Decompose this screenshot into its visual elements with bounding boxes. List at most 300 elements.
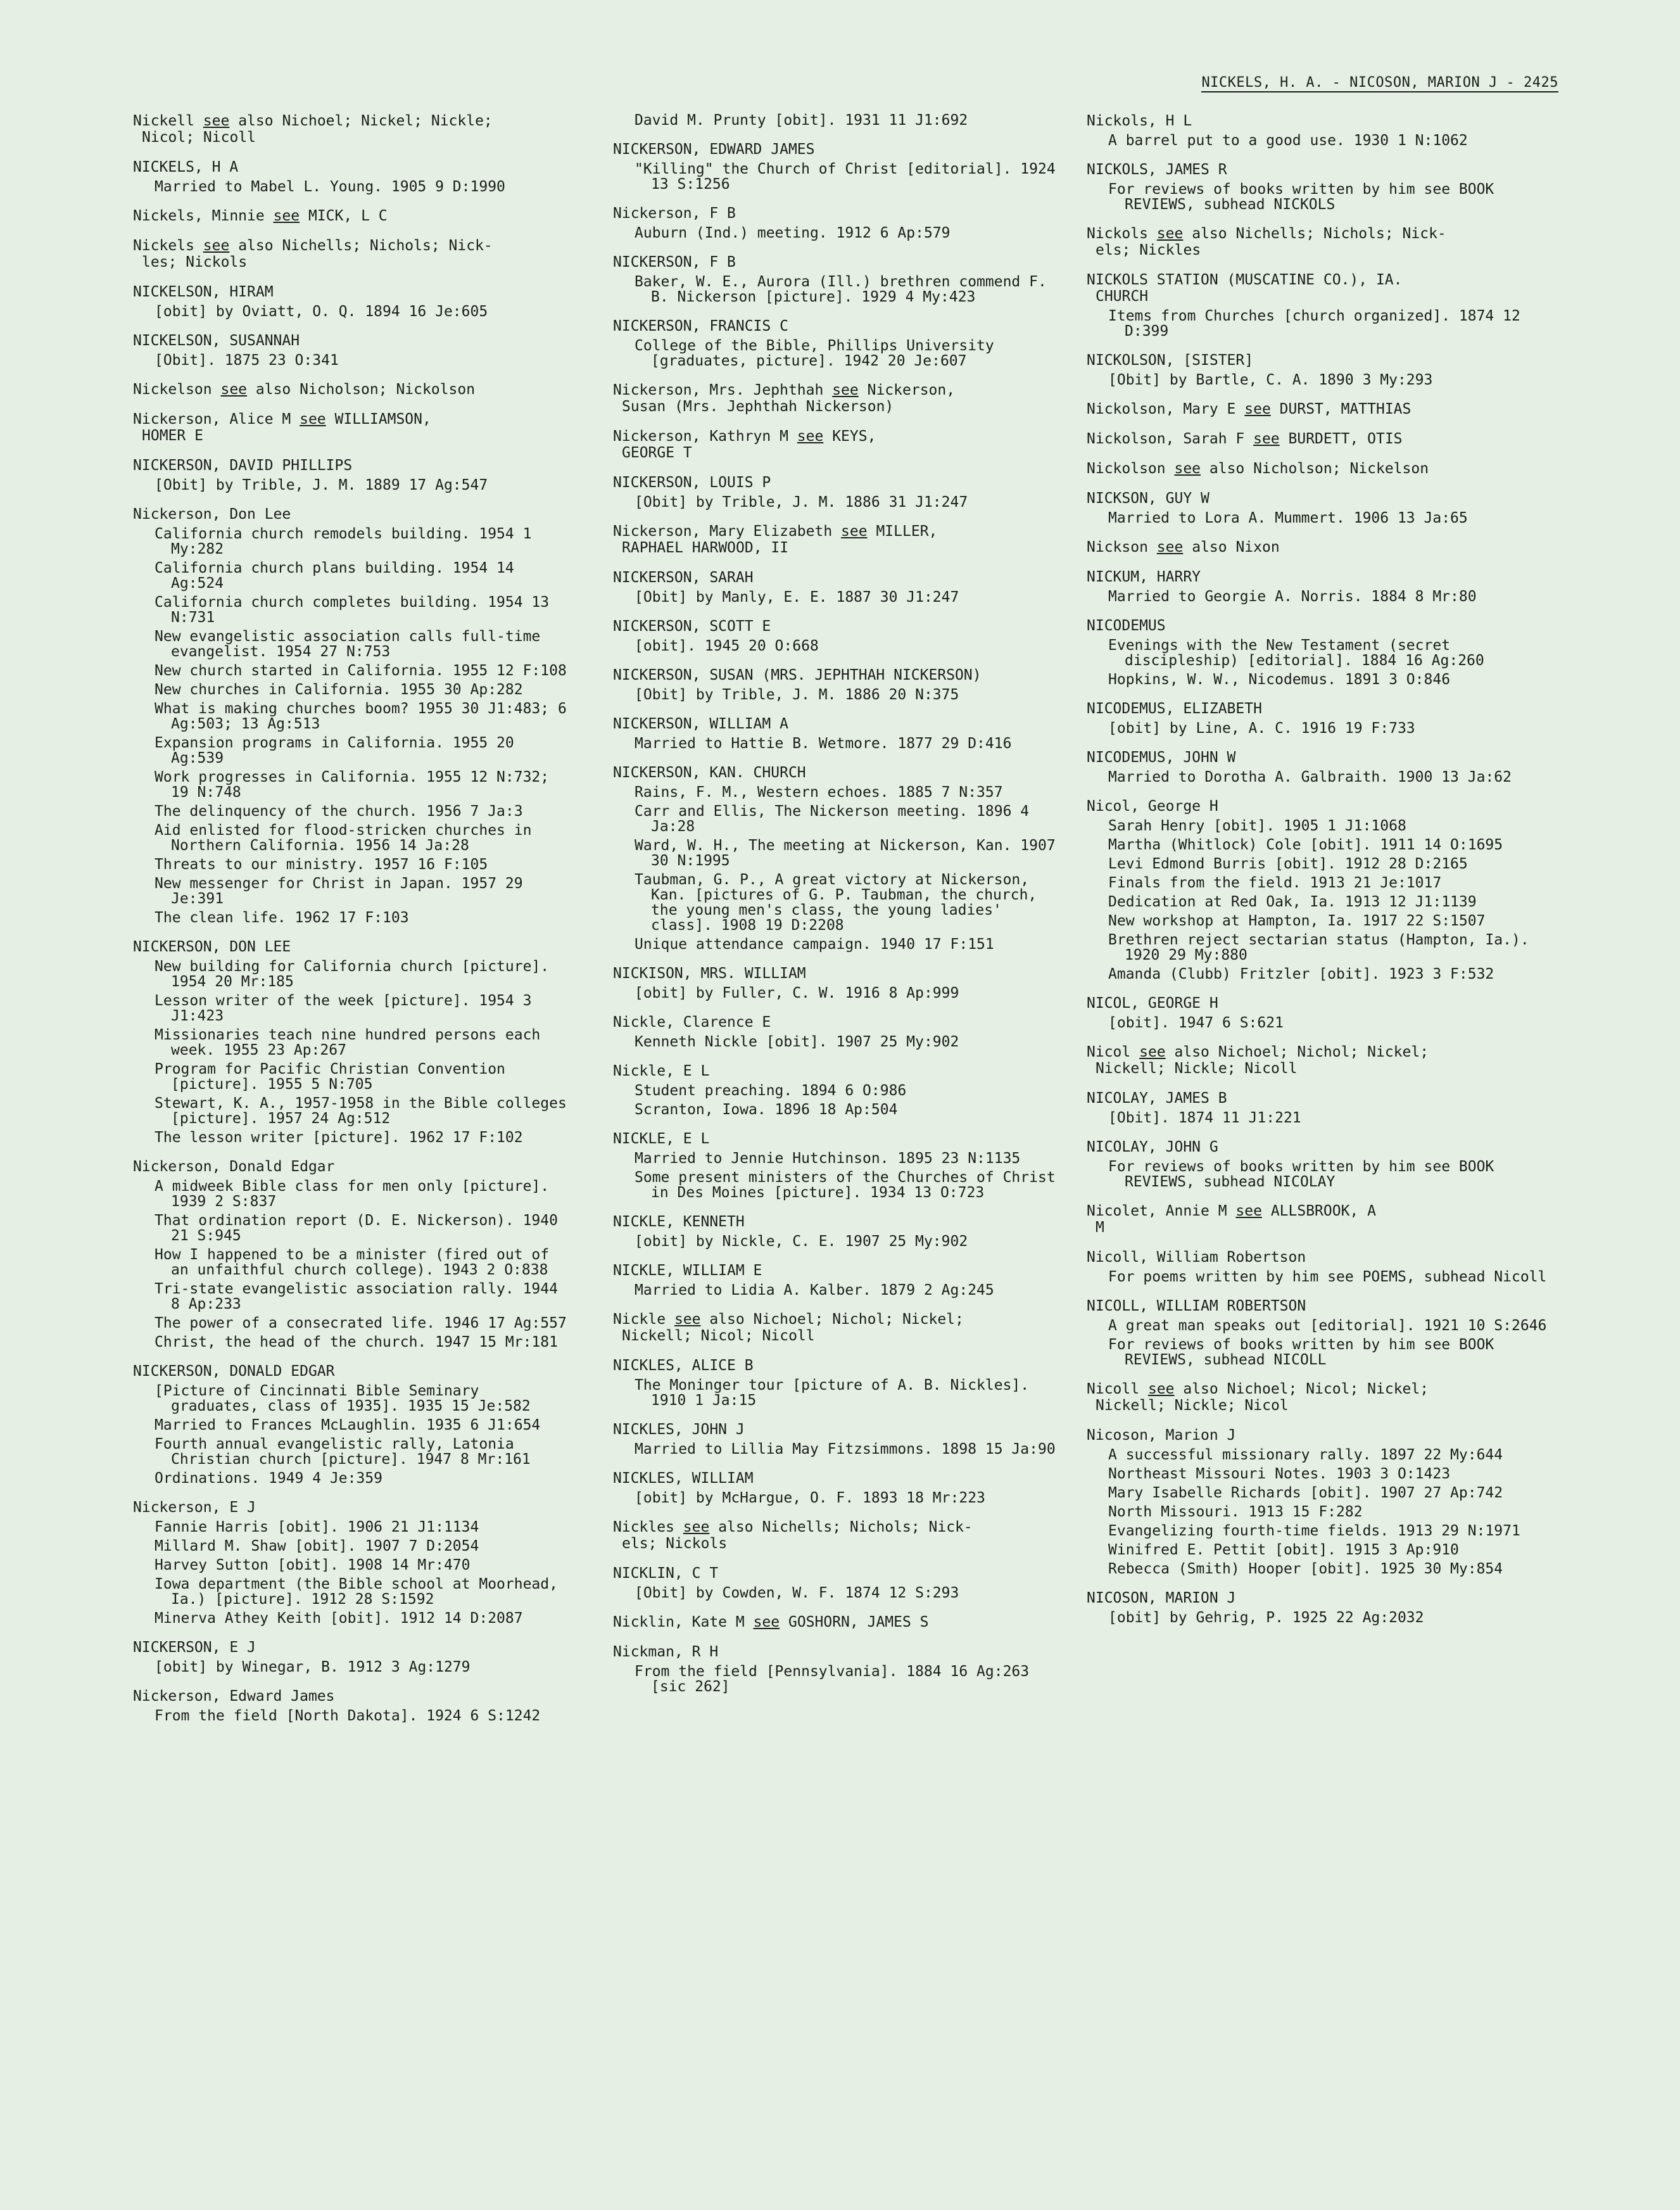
citation-line: Christ, the head of the church. 1947 15 Mr:181 <box>155 1334 558 1350</box>
entry-heading <box>1087 618 1555 634</box>
entry-heading <box>613 667 1056 683</box>
index-entry <box>1087 225 1555 258</box>
heading-text: Nickols, H L <box>1087 113 1192 129</box>
citation-line: Levi Edmond Burris [obit]. 1912 28 D:2165 <box>1108 856 1468 872</box>
entry-heading <box>1087 272 1555 305</box>
heading-target: GOSHORN, JAMES S <box>788 1614 929 1630</box>
index-entry <box>133 333 570 368</box>
citation-line: For poems written by him see POEMS, subhead Nicoll <box>1108 1269 1547 1285</box>
heading-continuation: M <box>1096 1219 1104 1236</box>
index-entry <box>133 1688 570 1724</box>
index-entry <box>613 1614 1056 1630</box>
entry-heading <box>613 428 1056 461</box>
citation-line: Program for Pacific Christian Convention [picture]. 1955 5 N:705 <box>155 1061 505 1093</box>
see-reference: see <box>300 411 326 428</box>
citation-line: New building for California church [picture]. 1954 20 Mr:185 <box>155 958 550 990</box>
heading-text: NICODEMUS, JOHN W <box>1087 749 1236 766</box>
heading-continuation: Nickell; Nickle; Nicoll <box>1096 1060 1298 1077</box>
index-entry <box>133 238 570 270</box>
heading-text: Nickerson, Mary Elizabeth <box>613 523 833 540</box>
index-entry <box>613 382 1056 415</box>
index-entry <box>613 667 1056 702</box>
citation-line: [obit] by McHargue, O. F. 1893 18 Mr:223 <box>635 1490 985 1506</box>
heading-text: NICKERSON, LOUIS P <box>613 474 771 491</box>
heading-target: KEYS, <box>832 428 876 445</box>
entry-heading <box>1087 1090 1555 1107</box>
heading-text: Nicoson, Marion J <box>1087 1427 1236 1444</box>
entry-heading <box>1087 569 1555 585</box>
index-entry <box>613 618 1056 654</box>
citation-line: Minerva Athey Keith [obit]. 1912 14 D:2087 <box>155 1610 523 1627</box>
heading-target: also Nichoel; Nickel; Nickle; <box>238 113 493 129</box>
citation-line: Evenings with the New Testament (secret discipleship) [editorial]. 1884 16 Ag:260 <box>1108 637 1484 669</box>
heading-text: NICOSON, MARION J <box>1087 1590 1236 1606</box>
see-reference: see <box>683 1519 710 1535</box>
index-entry <box>613 474 1056 510</box>
entry-heading <box>1087 1044 1555 1077</box>
index-entry <box>1087 272 1555 339</box>
heading-text: Nickols <box>1087 225 1148 242</box>
citation-line: That ordination report (D. E. Nickerson). 1940 21 S:945 <box>155 1212 558 1244</box>
heading-text: NICODEMUS, ELIZABETH <box>1087 701 1262 717</box>
entry-heading <box>1087 1427 1555 1444</box>
citation-line: Brethren reject sectarian status (Hampton, Ia.). 1920 29 My:880 <box>1108 932 1529 963</box>
entry-heading <box>1087 1139 1555 1155</box>
heading-text: Nicol <box>1087 1044 1131 1060</box>
heading-continuation: els; Nickols <box>622 1535 728 1552</box>
entry-heading <box>613 1262 1056 1279</box>
citation-line: For reviews of books written by him see BOOK REVIEWS, subhead NICOLL <box>1108 1337 1494 1368</box>
citation-line: Harvey Sutton [obit]. 1908 14 Mr:470 <box>155 1557 471 1573</box>
index-entry <box>1087 539 1555 556</box>
index-entry <box>133 1159 570 1350</box>
index-entry <box>133 939 570 1145</box>
heading-target: also Nichells; Nichols; Nick- <box>718 1519 973 1535</box>
citation-line: Rains, F. M., Western echoes. 1885 7 N:357 <box>635 784 1003 801</box>
entry-heading <box>613 1565 1056 1582</box>
index-entry <box>613 1063 1056 1117</box>
heading-text: Nickerson, Alice M <box>133 411 300 428</box>
entry-heading <box>613 1357 1056 1374</box>
citation-line: Baker, W. E., Aurora (Ill.) brethren commend F. B. Nickerson [picture]. 1929 4 My:423 <box>635 274 1047 305</box>
citation-line: New workshop at Hampton, Ia. 1917 22 S:1507 <box>1108 913 1486 929</box>
heading-target: DURST, MATTHIAS <box>1279 401 1412 417</box>
citation-line: The lesson writer [picture]. 1962 17 F:102 <box>155 1129 523 1146</box>
heading-text: Nickerson, Edward James <box>133 1688 335 1705</box>
entry-heading <box>613 569 1056 586</box>
heading-text: Nickolson <box>1087 460 1166 477</box>
entry-heading <box>133 506 570 523</box>
heading-continuation: Nickell; Nickle; Nicol <box>1096 1397 1289 1414</box>
index-entry <box>1087 1044 1555 1077</box>
entry-heading <box>613 618 1056 635</box>
index-entry <box>1087 1249 1555 1285</box>
citation-line: Rebecca (Smith) Hooper [obit]. 1925 30 My:854 <box>1108 1561 1503 1577</box>
citation-line: [obit] by Line, A. C. 1916 19 F:733 <box>1108 720 1415 737</box>
index-entry <box>1087 995 1555 1031</box>
entry-heading <box>613 205 1056 222</box>
index-entry <box>1087 701 1555 736</box>
index-entry <box>1087 1381 1555 1414</box>
citation-line: Work progresses in California. 1955 12 N:732; 19 N:748 <box>155 769 550 801</box>
heading-text: Nickerson, Don Lee <box>133 506 291 523</box>
entry-heading <box>613 1519 1056 1552</box>
entry-heading <box>1087 1249 1555 1266</box>
see-reference: see <box>1174 460 1201 477</box>
entry-heading <box>133 333 570 349</box>
entry-heading <box>133 159 570 175</box>
citation-line: Married to Jennie Hutchinson. 1895 23 N:1135 <box>635 1150 1021 1167</box>
heading-text: NICKERSON, DON LEE <box>133 939 291 955</box>
citation-line: The clean life. 1962 17 F:103 <box>155 910 409 926</box>
heading-continuation: GEORGE T <box>622 445 692 461</box>
index-entry <box>613 965 1056 1001</box>
entry-heading <box>1087 749 1555 766</box>
heading-text: Nickson <box>1087 539 1148 556</box>
heading-text: Nickerson, Kathryn M <box>613 428 797 445</box>
heading-text: NICKSON, GUY W <box>1087 490 1209 507</box>
citation-line: New churches in California. 1955 30 Ap:282 <box>155 682 523 698</box>
heading-text: Nicol, George H <box>1087 798 1218 815</box>
entry-heading <box>133 1688 570 1705</box>
heading-text: Nickels <box>133 238 194 254</box>
see-reference: see <box>832 382 859 398</box>
entry-heading <box>1087 1381 1555 1414</box>
heading-continuation: CHURCH <box>1096 288 1149 305</box>
index-entry <box>1087 1090 1555 1126</box>
heading-text: NICKELSON, HIRAM <box>133 284 274 300</box>
entry-heading <box>613 765 1056 781</box>
entry-heading <box>613 1421 1056 1438</box>
citation-line: Stewart, K. A., 1957-1958 in the Bible colleges [picture]. 1957 24 Ag:512 <box>155 1095 567 1127</box>
index-column-3 <box>1087 113 1555 1639</box>
entry-heading <box>613 382 1056 415</box>
citation-line: Tri-state evangelistic association rally. 1944 8 Ap:233 <box>155 1281 558 1312</box>
citation-line: Married to Lillia May Fitzsimmons. 1898 15 Ja:90 <box>635 1441 1056 1457</box>
heading-target: also Nichoel; Nichol; Nickel; <box>709 1311 964 1328</box>
heading-text: NICOLAY, JAMES B <box>1087 1090 1227 1107</box>
entry-heading <box>1087 401 1555 417</box>
index-entry <box>613 318 1056 369</box>
entry-heading <box>1087 701 1555 717</box>
index-entry <box>133 1499 570 1626</box>
entry-heading <box>613 254 1056 270</box>
heading-target: WILLIAMSON, <box>334 411 431 428</box>
heading-continuation: HOMER E <box>142 428 203 444</box>
citation-line: "Killing" the Church of Christ [editorial]. 1924 13 S:1256 <box>635 161 1056 193</box>
entry-heading <box>613 1470 1056 1487</box>
heading-text: NICKERSON, DONALD EDGAR <box>133 1363 335 1380</box>
citation-line: [obit]. 1945 20 O:668 <box>635 638 819 654</box>
entry-heading <box>133 457 570 474</box>
heading-text: NICKLES, ALICE B <box>613 1357 754 1374</box>
heading-text: NICOLAY, JOHN G <box>1087 1139 1218 1155</box>
index-entry <box>133 159 570 194</box>
entry-heading <box>613 716 1056 732</box>
citation-line: Mary Isabelle Richards [obit]. 1907 27 Ap:742 <box>1108 1485 1503 1501</box>
heading-target: also Nichoel; Nichol; Nickel; <box>1174 1044 1429 1060</box>
index-entry <box>613 1262 1056 1298</box>
heading-text: NICKELS, H A <box>133 159 239 175</box>
citation-line: A midweek Bible class for men only [picture]. 1939 2 S:837 <box>155 1178 550 1210</box>
index-entry <box>1087 460 1555 477</box>
heading-text: NICKERSON, KAN. CHURCH <box>613 765 806 781</box>
citation-line: Student preaching. 1894 6 O:986 <box>635 1083 907 1099</box>
citation-line: Threats to our ministry. 1957 16 F:105 <box>155 856 488 873</box>
index-entry <box>133 113 570 146</box>
index-entry <box>613 1644 1056 1694</box>
index-entry <box>613 428 1056 461</box>
heading-text: NICKERSON, F B <box>613 254 736 270</box>
citation-line: Married to Dorotha A. Galbraith. 1900 13 Ja:62 <box>1108 769 1512 785</box>
citation-line: Hopkins, W. W., Nicodemus. 1891 3 O:846 <box>1108 671 1451 688</box>
heading-text: NICKERSON, EDWARD JAMES <box>613 141 815 158</box>
entry-heading <box>133 1499 570 1516</box>
citation-line: Northeast Missouri Notes. 1903 3 O:1423 <box>1108 1466 1451 1482</box>
citation-line: Taubman, G. P., A great victory at Nickerson, Kan. [pictures of G. P. Taubman, the church, the young men's class, the young ladies' class]. 1908 19 D:2208 <box>635 872 1037 934</box>
heading-target: MICK, L C <box>308 208 388 224</box>
entry-heading <box>613 1014 1056 1031</box>
index-entry <box>1087 798 1555 982</box>
citation-line: [Obit] by Trible, J. M. 1889 17 Ag:547 <box>155 477 488 493</box>
citation-line: New evangelistic association calls full-time evangelist. 1954 27 N:753 <box>155 628 541 660</box>
entry-heading <box>613 1644 1056 1660</box>
citation-line: David M. Prunty [obit]. 1931 11 J1:692 <box>635 112 968 129</box>
heading-continuation: RAPHAEL HARWOOD, II <box>622 540 789 556</box>
heading-text: NICKERSON, SARAH <box>613 569 754 586</box>
citation-line: Missionaries teach nine hundred persons each week. 1955 23 Ap:267 <box>155 1027 541 1058</box>
entry-heading <box>613 523 1056 556</box>
citation-line: New church started in California. 1955 12 F:108 <box>155 663 567 679</box>
heading-text: NICKLES, JOHN J <box>613 1421 745 1438</box>
citation-line: Evangelizing fourth-time fields. 1913 29 N:1971 <box>1108 1523 1520 1539</box>
heading-text: NICKISON, MRS. WILLIAM <box>613 965 806 982</box>
citation-line: The delinquency of the church. 1956 7 Ja:3 <box>155 803 523 820</box>
see-reference: see <box>203 238 230 254</box>
index-entry <box>613 1421 1056 1457</box>
citation-line: Married to Georgie A. Norris. 1884 8 Mr:80 <box>1108 588 1477 605</box>
index-entry <box>133 506 570 925</box>
see-reference: see <box>1147 1381 1175 1397</box>
running-head: NICKELS, H. A. - NICOSON, MARION J - 2425 <box>1201 75 1558 92</box>
index-entry <box>1087 618 1555 687</box>
index-entry <box>1087 1427 1555 1577</box>
heading-text: NICKLE, WILLIAM E <box>613 1262 762 1279</box>
citation-line: A successful missionary rally. 1897 22 My:644 <box>1108 1447 1503 1463</box>
entry-heading <box>1087 539 1555 556</box>
index-entry <box>613 205 1056 241</box>
index-entry <box>613 1470 1056 1506</box>
heading-target: ALLSBROOK, A <box>1270 1203 1376 1219</box>
index-entry <box>613 1014 1056 1050</box>
index-entry <box>1087 1590 1555 1625</box>
see-reference: see <box>841 523 868 540</box>
entry-heading <box>133 1639 570 1656</box>
citation-line: Married to Frances McLaughlin. 1935 6 J1:654 <box>155 1417 541 1433</box>
citation-line: [Obit] by Trible, J. M. 1886 31 J1:247 <box>635 494 968 511</box>
see-reference: see <box>273 208 300 224</box>
see-reference: see <box>797 428 824 445</box>
index-entry <box>133 284 570 319</box>
entry-heading <box>613 965 1056 982</box>
citation-line: Dedication at Red Oak, Ia. 1913 12 J1:1139 <box>1108 894 1477 910</box>
citation-line: Finals from the field. 1913 21 Je:1017 <box>1108 875 1442 891</box>
heading-target: Nickerson, <box>867 382 956 398</box>
citation-line: [obit] by Fuller, C. W. 1916 8 Ap:999 <box>635 985 959 1001</box>
entry-heading <box>1087 490 1555 507</box>
heading-target: also Nicholson; Nickelson <box>1209 460 1429 477</box>
index-column-1 <box>133 113 570 1737</box>
heading-text: NICOL, GEORGE H <box>1087 995 1218 1012</box>
citation-line: For reviews of books written by him see BOOK REVIEWS, subhead NICKOLS <box>1108 181 1494 213</box>
citation-line: Ward, W. H., The meeting at Nickerson, Kan. 1907 30 N:1995 <box>635 837 1056 869</box>
see-reference: see <box>753 1614 780 1630</box>
heading-text: Nickell <box>133 113 194 129</box>
entry-heading <box>133 113 570 146</box>
citation-line: What is making churches boom? 1955 30 J1:483; 6 Ag:503; 13 Ag:513 <box>155 701 567 732</box>
citation-line: Aid enlisted for flood-stricken churches in Northern California. 1956 14 Ja:28 <box>155 822 532 854</box>
heading-text: Nicolet, Annie M <box>1087 1203 1236 1219</box>
citation-line: Ordinations. 1949 4 Je:359 <box>155 1470 383 1487</box>
heading-text: Nickman, R H <box>613 1644 719 1660</box>
citation-line: How I happened to be a minister (fired out of an unfaithful church college). 1943 2 O:838 <box>155 1247 550 1278</box>
see-reference: see <box>1244 401 1271 417</box>
heading-target: also Nichoel; Nicol; Nickel; <box>1183 1381 1429 1397</box>
see-reference: see <box>674 1311 701 1328</box>
index-entry <box>613 765 1056 952</box>
heading-continuation: les; Nickols <box>142 254 248 270</box>
entry-heading <box>613 1131 1056 1147</box>
entry-heading <box>613 1063 1056 1079</box>
index-entry <box>1087 113 1555 148</box>
index-entry <box>613 1357 1056 1408</box>
heading-text: NICKOLS STATION (MUSCATINE CO.), IA. <box>1087 272 1403 288</box>
entry-heading <box>1087 162 1555 178</box>
citation-line: [obit] by Winegar, B. 1912 3 Ag:1279 <box>155 1659 471 1675</box>
index-entry <box>613 254 1056 305</box>
citation-line: [Obit] by Cowden, W. F. 1874 12 S:293 <box>635 1585 959 1601</box>
index-entry <box>133 1639 570 1675</box>
heading-target: also Nicholson; Nickolson <box>255 381 476 398</box>
citation-line: Kenneth Nickle [obit]. 1907 25 My:902 <box>635 1034 959 1050</box>
see-reference: see <box>1139 1044 1166 1060</box>
entry-heading <box>613 474 1056 491</box>
index-entry <box>613 1214 1056 1249</box>
citation-line: Fourth annual evangelistic rally, Latonia Christian church [picture]. 1947 8 Mr:161 <box>155 1436 531 1468</box>
citation-line: California church remodels building. 1954 1 My:282 <box>155 526 532 557</box>
heading-text: Nicoll, William Robertson <box>1087 1249 1306 1266</box>
entry-heading <box>1087 1590 1555 1606</box>
citation-line: From the field [Pennsylvania]. 1884 16 Ag:263 [sic 262] <box>635 1663 1030 1695</box>
heading-text: Nickles <box>613 1519 674 1535</box>
citation-line: College of the Bible, Phillips University [graduates, picture]. 1942 20 Je:607 <box>635 338 994 369</box>
entry-heading <box>1087 460 1555 477</box>
citation-line: New messenger for Christ in Japan. 1957 29 Je:391 <box>155 875 523 907</box>
index-entry <box>1087 490 1555 526</box>
heading-text: NICOLL, WILLIAM ROBERTSON <box>1087 1298 1306 1314</box>
heading-continuation: Nicol; Nicoll <box>142 129 256 146</box>
heading-text: Nickle, Clarence E <box>613 1014 771 1031</box>
entry-heading <box>613 141 1056 158</box>
see-reference: see <box>1253 431 1280 447</box>
citation-line: A great man speaks out [editorial]. 1921 10 S:2646 <box>1108 1318 1547 1334</box>
citation-line: Expansion programs in California. 1955 20 Ag:539 <box>155 735 514 766</box>
index-entry <box>133 208 570 224</box>
citation-line: [obit] by Nickle, C. E. 1907 25 My:902 <box>635 1233 968 1250</box>
see-reference: see <box>220 381 248 398</box>
index-entry <box>1087 352 1555 388</box>
citation-line: California church plans building. 1954 14 Ag:524 <box>155 560 514 592</box>
heading-continuation: Nickell; Nicol; Nicoll <box>622 1328 815 1344</box>
citation-line: Married to Lidia A. Kalber. 1879 2 Ag:245 <box>635 1282 994 1299</box>
entry-heading <box>133 284 570 300</box>
entry-heading <box>133 1159 570 1175</box>
citation-line: [Picture of Cincinnati Bible Seminary graduates, class of 1935]. 1935 15 Je:582 <box>155 1383 531 1414</box>
entry-heading <box>613 1214 1056 1230</box>
entry-heading <box>1087 1203 1555 1236</box>
heading-text: NICKLIN, C T <box>613 1565 719 1582</box>
heading-text: NICKERSON, SCOTT E <box>613 618 771 635</box>
heading-text: Nickerson, E J <box>133 1499 256 1516</box>
citation-line: Amanda (Clubb) Fritzler [obit]. 1923 3 F:532 <box>1108 966 1494 982</box>
heading-text: Nickels, Minnie <box>133 208 265 224</box>
index-entry <box>133 411 570 444</box>
see-reference: see <box>1156 539 1184 556</box>
index-entry <box>1087 569 1555 604</box>
citation-line: [obit] by Gehrig, P. 1925 22 Ag:2032 <box>1108 1610 1424 1626</box>
heading-target: BURDETT, OTIS <box>1288 431 1403 447</box>
index-entry <box>613 716 1056 751</box>
index-entry <box>1087 401 1555 417</box>
heading-target: also Nixon <box>1192 539 1280 556</box>
see-reference: see <box>1235 1203 1262 1219</box>
heading-text: NICKERSON, DAVID PHILLIPS <box>133 457 353 474</box>
heading-text: NICKERSON, E J <box>133 1639 256 1656</box>
citation-line: California church completes building. 1954 13 N:731 <box>155 594 550 626</box>
heading-text: NICKERSON, FRANCIS C <box>613 318 788 334</box>
heading-text: NICKLE, E L <box>613 1131 710 1147</box>
index-entry <box>613 1131 1056 1200</box>
citation-line: Scranton, Iowa. 1896 18 Ap:504 <box>635 1102 898 1118</box>
heading-target: MILLER, <box>876 523 938 540</box>
citation-line: [Obit] by Trible, J. M. 1886 20 N:375 <box>635 687 959 703</box>
citation-line: [obit] by Oviatt, O. Q. 1894 16 Je:605 <box>155 303 488 320</box>
citation-line: From the field [North Dakota]. 1924 6 S:1242 <box>155 1708 541 1724</box>
heading-text: Nickerson, Donald Edgar <box>133 1159 335 1175</box>
heading-text: NICKUM, HARRY <box>1087 569 1201 585</box>
entry-heading <box>133 939 570 955</box>
citation-line: Unique attendance campaign. 1940 17 F:151 <box>635 936 994 953</box>
index-entry <box>133 457 570 493</box>
citation-line: Sarah Henry [obit]. 1905 1 J1:1068 <box>1108 818 1406 834</box>
heading-text: NICODEMUS <box>1087 618 1166 634</box>
citation-line: The power of a consecrated life. 1946 17 Ag:557 <box>155 1315 567 1331</box>
index-entry <box>613 1565 1056 1601</box>
heading-text: Nickelson <box>133 381 212 398</box>
entry-heading <box>613 318 1056 334</box>
citation-line: [Obit]. 1874 11 J1:221 <box>1108 1110 1301 1126</box>
heading-text: Nickle, E L <box>613 1063 710 1079</box>
index-entry <box>1087 162 1555 212</box>
entry-heading <box>1087 1298 1555 1314</box>
heading-text: NICKOLS, JAMES R <box>1087 162 1227 178</box>
index-column-2 <box>613 113 1056 1708</box>
index-entry <box>613 141 1056 192</box>
entry-heading <box>133 238 570 270</box>
entry-heading <box>133 208 570 224</box>
index-entry <box>1087 1139 1555 1190</box>
entry-heading <box>1087 995 1555 1012</box>
